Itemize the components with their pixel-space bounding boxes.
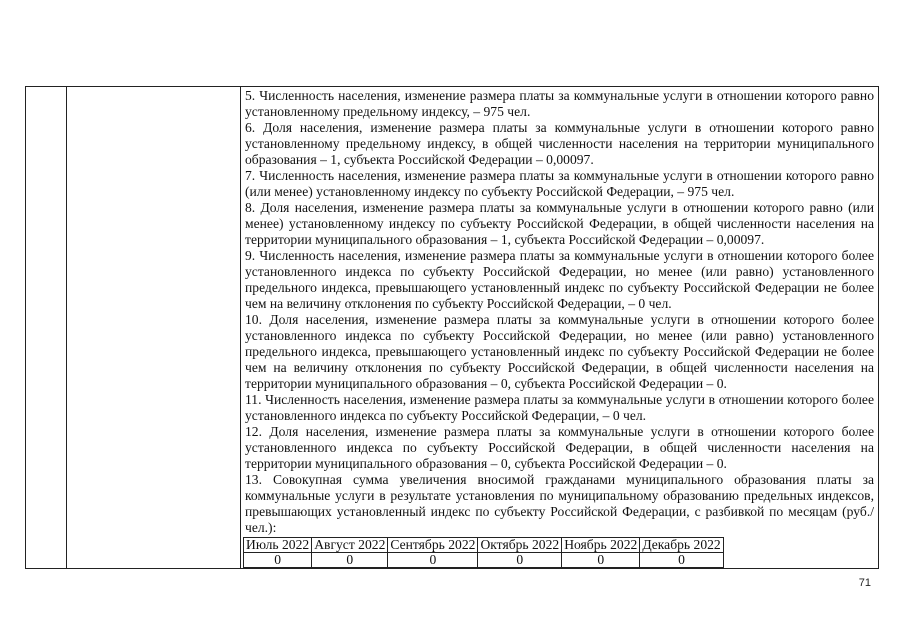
paragraph-10: 10. Доля населения, изменение размера платы за коммунальные услуги в отношении которого более установленного индекса по субъекту Российской Федерации, но менее (или равно) установленного предельного индекса, превышающего установленный индекс по субъекту Российской Федерации не более чем на величину отклонения по субъекту Российской Федерации, в общей численности населения на территории муниципального образования – 0, субъекта Российской Федерации – 0. — [245, 312, 874, 391]
content-cell — [241, 87, 878, 568]
month-value-nov: 0 — [562, 553, 640, 568]
paragraph-12: 12. Доля населения, изменение размера платы за коммунальные услуги в отношении которого более установленного индекса по субъекту Российской Федерации, в общей численности населения на территории муниципального образования – 0, субъекта Российской Федерации – 0. — [245, 424, 874, 471]
paragraph-8: 8. Доля населения, изменение размера платы за коммунальные услуги в отношении которого равно (или менее) установленному индексу по субъекту Российской Федерации, в общей численности населения на территории муниципального образования – 1, субъекта Российской Федерации – 0,00097. — [245, 200, 874, 247]
month-header-sep: Сентябрь 2022 — [388, 538, 478, 553]
month-value-oct: 0 — [478, 553, 562, 568]
months-value-row — [244, 553, 724, 568]
paragraph-7: 7. Численность населения, изменение размера платы за коммунальные услуги в отношении которого равно (или менее) установленному индексу по субъекту Российской Федерации, – 975 чел. — [245, 168, 874, 199]
month-header-nov: Ноябрь 2022 — [562, 538, 640, 553]
month-value-dec: 0 — [640, 553, 723, 568]
month-header-jul: Июль 2022 — [244, 538, 312, 553]
month-header-aug: Август 2022 — [312, 538, 388, 553]
outer-table — [25, 86, 879, 569]
month-value-jul: 0 — [244, 553, 312, 568]
paragraph-5: 5. Численность населения, изменение размера платы за коммунальные услуги в отношении которого равно установленному предельному индексу, – 975 чел. — [245, 88, 874, 119]
months-header-row — [244, 538, 724, 553]
month-header-oct: Октябрь 2022 — [478, 538, 562, 553]
page-number: 71 — [858, 577, 871, 589]
paragraph-9: 9. Численность населения, изменение размера платы за коммунальные услуги в отношении которого более установленного индекса по субъекту Российской Федерации, но менее (или равно) установленного предельного индекса, превышающего установленный индекс по субъекту Российской Федерации не более чем на величину отклонения по субъекту Российской Федерации, – 0 чел. — [245, 248, 874, 311]
paragraph-6: 6. Доля населения, изменение размера платы за коммунальные услуги в отношении которого равно установленному предельному индексу, в общей численности населения на территории муниципального образования – 1, субъекта Российской Федерации – 0,00097. — [245, 120, 874, 167]
month-header-dec: Декабрь 2022 — [640, 538, 723, 553]
month-value-aug: 0 — [312, 553, 388, 568]
column-divider-1 — [66, 87, 67, 568]
paragraph-13: 13. Совокупная сумма увеличения вносимой гражданами муниципального образования платы за коммунальные услуги в результате установления по муниципальному образованию предельных индексов, превышающих установленный индекс по субъекту Российской Федерации, с разбивкой по месяцам (руб./чел.): — [245, 472, 874, 535]
paragraph-11: 11. Численность населения, изменение размера платы за коммунальные услуги в отношении которого более установленного индекса по субъекту Российской Федерации, – 0 чел. — [245, 392, 874, 423]
months-table — [243, 537, 724, 568]
month-value-sep: 0 — [388, 553, 478, 568]
